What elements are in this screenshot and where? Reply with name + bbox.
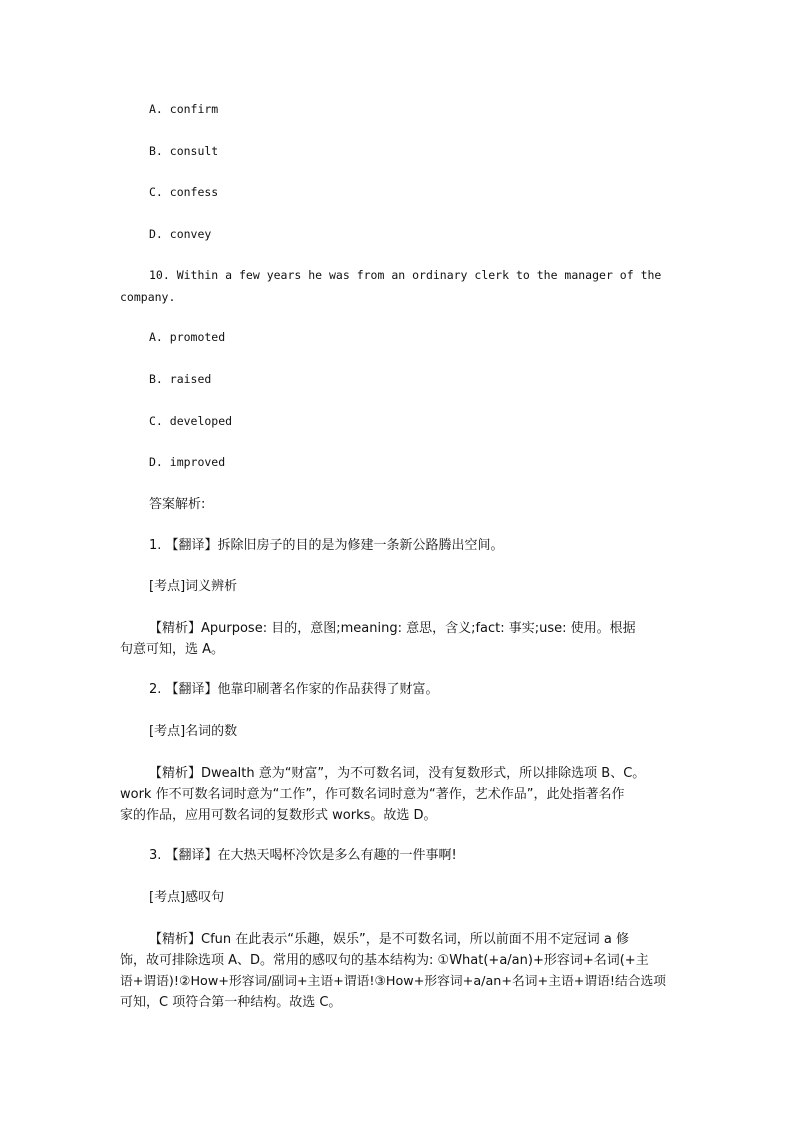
item1-explain-line2: 句意可知，选 A。 bbox=[120, 642, 225, 657]
q10-stem-line1: 10. Within a few years he was from an ordinary clerk to the manager of the bbox=[149, 268, 662, 282]
q9-option-d: D. convey bbox=[149, 227, 212, 241]
item2-point: [考点]名词的数 bbox=[149, 724, 238, 739]
item3-point: [考点]感叹句 bbox=[149, 890, 225, 905]
item3-explain-line4: 可知，C 项符合第一种结构。故选 C。 bbox=[120, 995, 342, 1010]
item2-explain-line1: 【精析】Dwealth 意为“财富”，为不可数名词，没有复数形式，所以排除选项 B、C。 bbox=[149, 766, 646, 781]
item1-translation: 1. 【翻译】拆除旧房子的目的是为修建一条新公路腾出空间。 bbox=[149, 538, 504, 553]
q9-option-b: B. consult bbox=[149, 144, 219, 158]
item3-explain-line2: 饰，故可排除选项 A、D。常用的感叹句的基本结构为: ①What(+a/an)+形容词+名词(+主 bbox=[120, 953, 649, 968]
q10-option-c: C. developed bbox=[149, 414, 233, 428]
q10-option-b: B. raised bbox=[149, 372, 212, 386]
item2-translation: 2. 【翻译】他靠印刷著名作家的作品获得了财富。 bbox=[149, 682, 439, 697]
q10-stem-line2: company. bbox=[120, 290, 176, 304]
q9-option-c: C. confess bbox=[149, 185, 219, 199]
q10-option-d: D. improved bbox=[149, 455, 226, 469]
item3-translation: 3. 【翻译】在大热天喝杯冷饮是多么有趣的一件事啊! bbox=[149, 848, 457, 863]
analysis-heading: 答案解析: bbox=[149, 497, 206, 512]
item1-point: [考点]词义辨析 bbox=[149, 579, 238, 594]
item3-explain-line1: 【精析】Cfun 在此表示“乐趣，娱乐”，是不可数名词，所以前面不用不定冠词 a 修 bbox=[149, 932, 629, 947]
item3-explain-line3: 语+谓语)!②How+形容词/副词+主语+谓语!③How+形容词+a/an+名词+主语+谓语!结合选项 bbox=[120, 974, 666, 989]
q9-option-a: A. confirm bbox=[149, 102, 219, 116]
item1-explain-line1: 【精析】Apurpose: 目的，意图;meaning: 意思，含义;fact: 事实;use: 使用。根据 bbox=[149, 621, 636, 636]
item2-explain-line2: work 作不可数名词时意为“工作”，作可数名词时意为“著作，艺术作品”，此处指著名作 bbox=[120, 787, 625, 802]
q10-option-a: A. promoted bbox=[149, 330, 226, 344]
item2-explain-line3: 家的作品，应用可数名词的复数形式 works。故选 D。 bbox=[120, 808, 437, 823]
